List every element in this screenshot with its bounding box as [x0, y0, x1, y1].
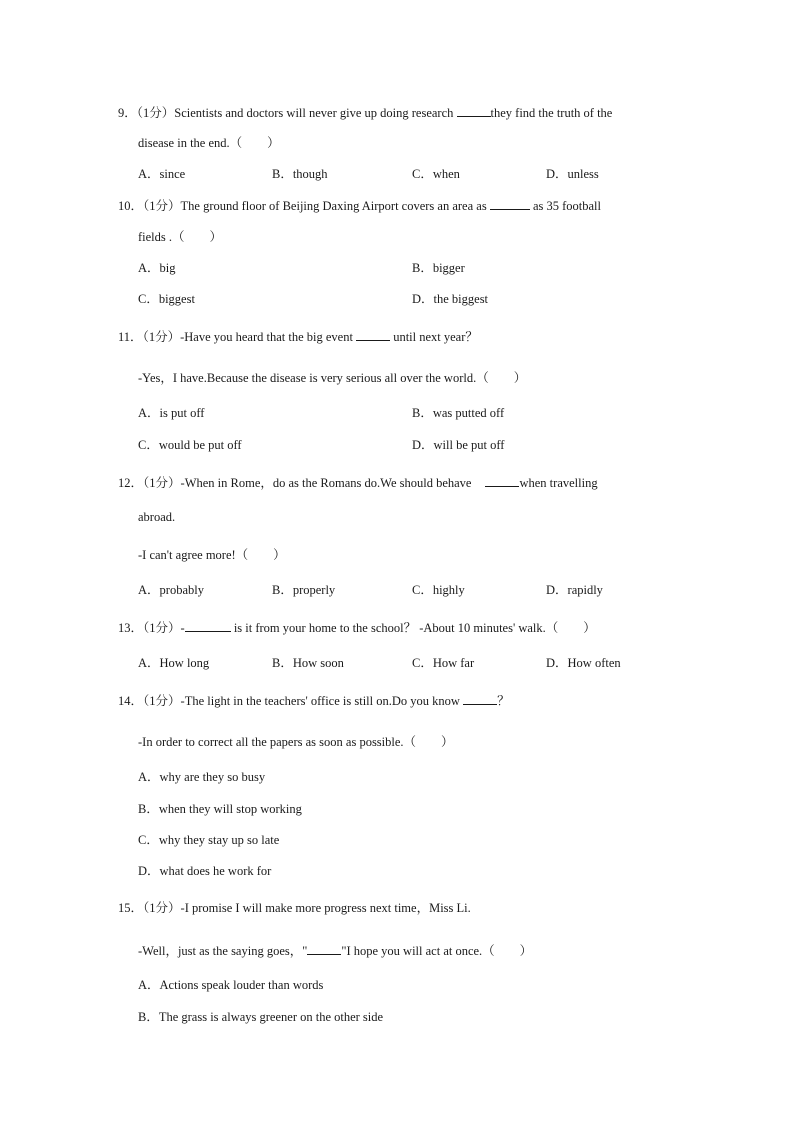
question-text: -I promise I will make more progress next time，Miss Li.: [180, 901, 471, 915]
option-a[interactable]: A．since: [138, 167, 186, 181]
question-number: 9: [118, 106, 125, 120]
option-b[interactable]: B．was putted off: [412, 406, 505, 420]
question-text: when travelling: [519, 476, 598, 490]
question-score: （1分）: [142, 330, 181, 344]
option-b[interactable]: B．bigger: [412, 261, 465, 275]
question-11-reply: -Yes，I have.Because the disease is very serious all over the world.（ ）: [138, 371, 527, 385]
question-text: "I hope you will act at once.（ ）: [341, 944, 533, 958]
question-15-stem: 15．（1分）-I promise I will make more progress next time，Miss Li.: [118, 901, 471, 915]
option-d[interactable]: D．the biggest: [412, 292, 489, 306]
option-a[interactable]: A．big: [138, 261, 176, 275]
answer-blank: [457, 104, 491, 117]
question-score: （1分）: [143, 694, 181, 708]
option-c[interactable]: C．biggest: [138, 292, 195, 306]
option-c[interactable]: C．when: [412, 167, 460, 181]
question-12-stem: 12．（1分）-When in Rome，do as the Romans do.We should behave when travelling: [118, 476, 598, 490]
question-score: （1分）: [143, 901, 181, 915]
question-9-stem-cont: disease in the end.（ ）: [138, 136, 280, 150]
question-text: -Well，just as the saying goes，": [138, 944, 308, 958]
option-b[interactable]: B．when they will stop working: [138, 802, 302, 816]
question-14-reply: -In order to correct all the papers as soon as possible.（ ）: [138, 735, 454, 749]
question-score: （1分）: [136, 106, 175, 120]
question-text: -: [180, 621, 185, 635]
option-b[interactable]: B．How soon: [272, 656, 344, 670]
question-13-stem: 13．（1分）- is it from your home to the school？ -About 10 minutes' walk.（ ）: [118, 621, 596, 635]
question-12-stem-cont: abroad.: [138, 510, 176, 524]
option-b[interactable]: B．properly: [272, 583, 336, 597]
question-score: （1分）: [143, 476, 181, 490]
question-text: until next year？: [390, 330, 478, 344]
option-b[interactable]: B．though: [272, 167, 328, 181]
option-a[interactable]: A．why are they so busy: [138, 770, 266, 784]
option-a[interactable]: A．probably: [138, 583, 204, 597]
question-score: （1分）: [143, 621, 181, 635]
option-c[interactable]: C．How far: [412, 656, 475, 670]
question-number: 11: [118, 330, 131, 344]
question-score: （1分）: [143, 199, 181, 213]
question-text: -The light in the teachers' office is still on.Do you know: [180, 694, 464, 708]
option-d[interactable]: D．unless: [546, 167, 599, 181]
question-number: 15: [118, 901, 131, 915]
option-d[interactable]: D．what does he work for: [138, 864, 272, 878]
answer-blank: [307, 942, 341, 955]
question-text: ？: [497, 694, 510, 708]
question-9-stem: 9．（1分）Scientists and doctors will never give up doing research they find the truth of the: [118, 106, 613, 120]
question-number: 13: [118, 621, 131, 635]
question-15-reply: [138, 942, 532, 959]
answer-blank: [463, 692, 497, 705]
question-text: Scientists and doctors will never give up doing research: [174, 106, 457, 120]
question-number: 10: [118, 199, 131, 213]
option-d[interactable]: D．How often: [546, 656, 621, 670]
question-text: -When in Rome，do as the Romans do.We should behave: [180, 476, 472, 490]
option-a[interactable]: A．Actions speak louder than words: [138, 978, 324, 992]
question-10-stem-cont: fields .（ ）: [138, 230, 223, 244]
question-text: as 35 football: [529, 199, 601, 213]
question-number: 12: [118, 476, 131, 490]
question-10-stem: 10．（1分）The ground floor of Beijing Daxing Airport covers an area as as 35 football: [118, 199, 601, 213]
question-14-stem: 14．（1分）-The light in the teachers' office is still on.Do you know ？: [118, 694, 510, 708]
option-c[interactable]: C．would be put off: [138, 438, 242, 452]
answer-blank: [185, 619, 231, 632]
option-c[interactable]: C．why they stay up so late: [138, 833, 280, 847]
question-11-stem: 11．（1分）-Have you heard that the big event until next year？: [118, 330, 478, 344]
answer-blank: [490, 197, 530, 210]
question-text: -Have you heard that the big event: [180, 330, 357, 344]
answer-blank: [485, 474, 519, 487]
option-c[interactable]: C．highly: [412, 583, 465, 597]
option-b[interactable]: B．The grass is always greener on the other side: [138, 1010, 384, 1024]
question-text: is it from your home to the school？ -About 10 minutes' walk.（ ）: [230, 621, 596, 635]
question-text: they find the truth of the: [490, 106, 613, 120]
option-a[interactable]: A．How long: [138, 656, 210, 670]
question-text: The ground floor of Beijing Daxing Airport covers an area as: [180, 199, 490, 213]
question-number: 14: [118, 694, 131, 708]
option-d[interactable]: D．will be put off: [412, 438, 505, 452]
option-d[interactable]: D．rapidly: [546, 583, 603, 597]
question-12-reply: -I can't agree more!（ ）: [138, 548, 286, 562]
answer-blank: [356, 328, 390, 341]
option-a[interactable]: A．is put off: [138, 406, 205, 420]
